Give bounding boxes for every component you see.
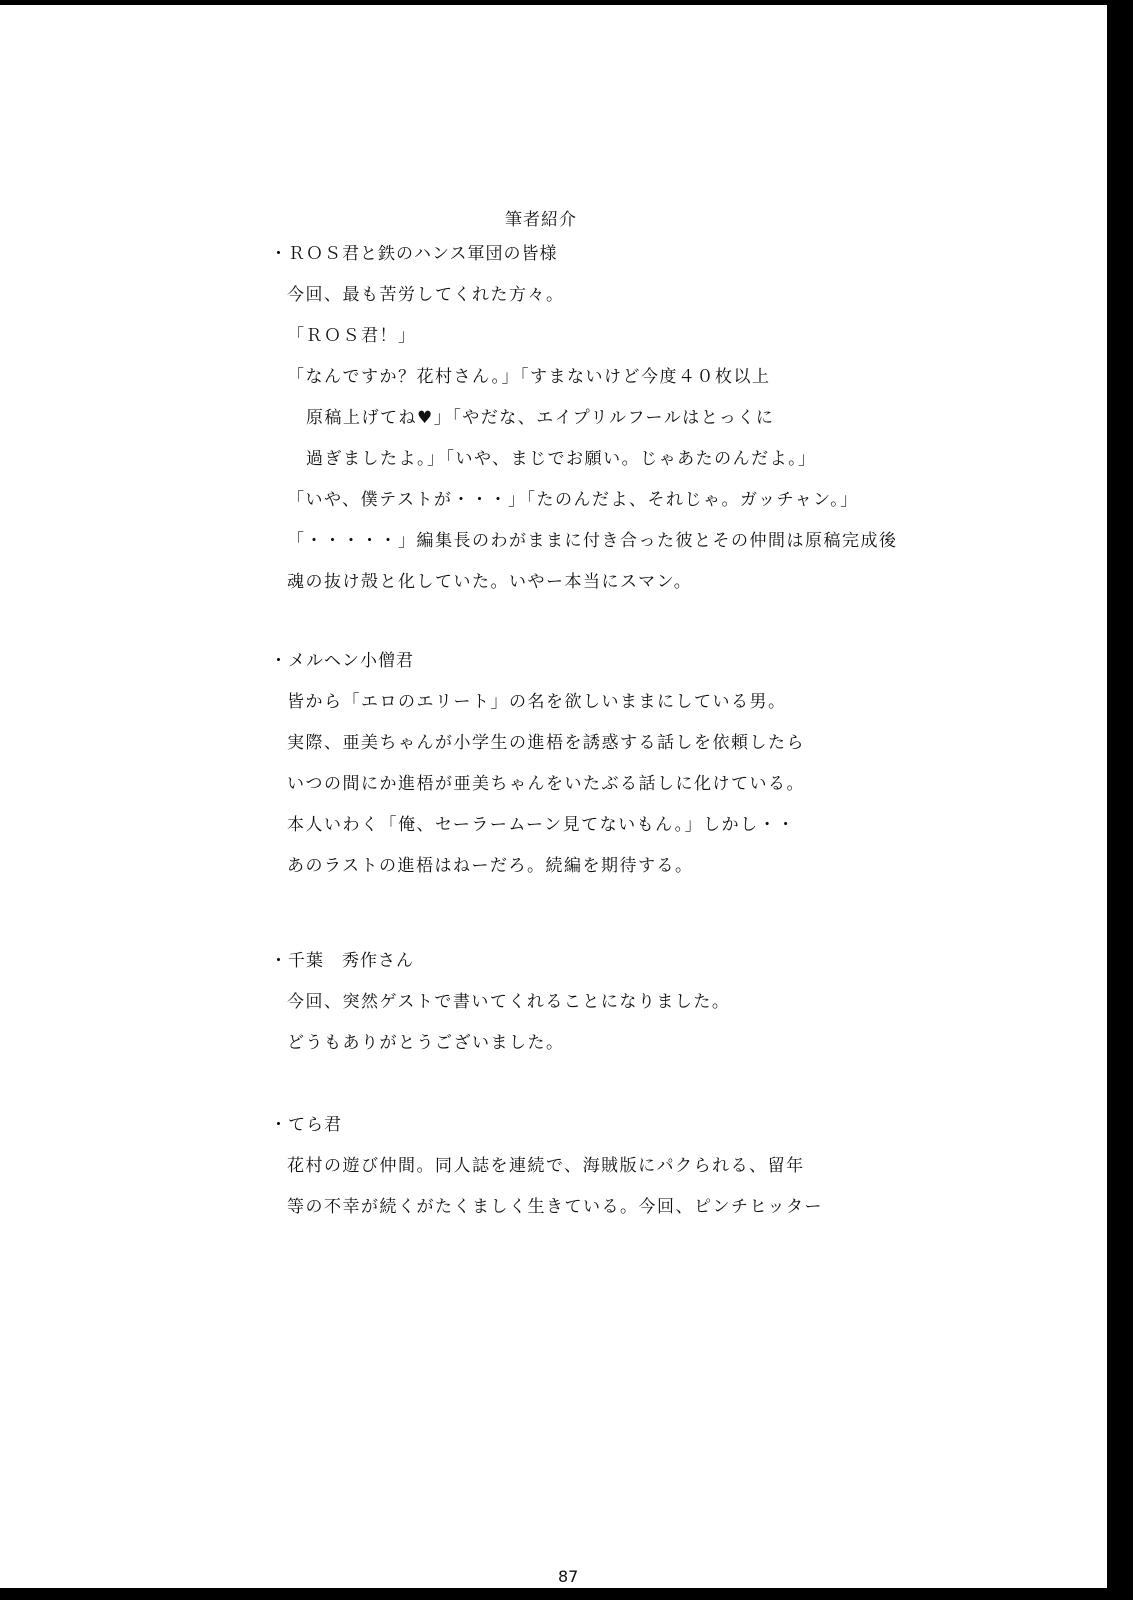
- body-line: 過ぎましたよ。」「いや、まじでお願い。じゃあたのんだよ。」: [306, 449, 817, 469]
- author-section-ros: [270, 242, 898, 611]
- scan-edge-bottom: [0, 1588, 1133, 1600]
- author-section-meruhen: [270, 649, 805, 895]
- body-line: 今回、突然ゲストで書いてくれることになりました。: [287, 992, 731, 1012]
- author-section-tera: [270, 1113, 823, 1236]
- body-line: 花村の遊び仲間。同人誌を連続で、海賊版にパクられる、留年: [287, 1156, 805, 1176]
- section-heading: ・てら君: [270, 1115, 342, 1135]
- body-line: どうもありがとうございました。: [287, 1033, 565, 1053]
- body-line: いつの間にか進梧が亜美ちゃんをいたぶる話しに化けている。: [287, 774, 805, 794]
- author-section-chiba: [270, 949, 730, 1072]
- body-line: 「ＲＯＳ君！」: [287, 326, 417, 346]
- scan-edge-top: [0, 0, 1133, 5]
- body-line: 今回、最も苦労してくれた方々。: [287, 285, 565, 305]
- body-line: 本人いわく「俺、セーラームーン見てないもん。」しかし・・: [287, 815, 796, 835]
- section-heading: ・メルヘン小僧君: [270, 651, 414, 671]
- page-title: 筆者紹介: [505, 210, 577, 230]
- section-heading: ・千葉 秀作さん: [270, 951, 414, 971]
- body-line: 「・・・・・」編集長のわがままに付き合った彼とその仲間は原稿完成後: [287, 531, 898, 551]
- body-line: 等の不幸が続くがたくましく生きている。今回、ピンチヒッター: [287, 1197, 823, 1217]
- body-line: 実際、亜美ちゃんが小学生の進梧を誘惑する話しを依頼したら: [287, 733, 805, 753]
- body-line: 原稿上げてね♥」「やだな、エイプリルフールはとっくに: [306, 408, 775, 428]
- body-line: あのラストの進梧はねーだろ。続編を期待する。: [287, 856, 694, 876]
- body-line: 「いや、僕テストが・・・」「たのんだよ、それじゃ。ガッチャン。」: [287, 490, 859, 510]
- body-line: 魂の抜け殻と化していた。いやー本当にスマン。: [287, 572, 693, 592]
- scan-edge-right: [1107, 0, 1133, 1600]
- body-line: 皆から「エロのエリート」の名を欲しいままにしている男。: [287, 692, 787, 712]
- section-heading: ・ＲＯＳ君と鉄のハンス軍団の皆様: [270, 244, 558, 264]
- body-line: 「なんですか？花村さん。」「すまないけど今度４０枚以上: [287, 367, 771, 387]
- page-number: 87: [558, 1567, 579, 1586]
